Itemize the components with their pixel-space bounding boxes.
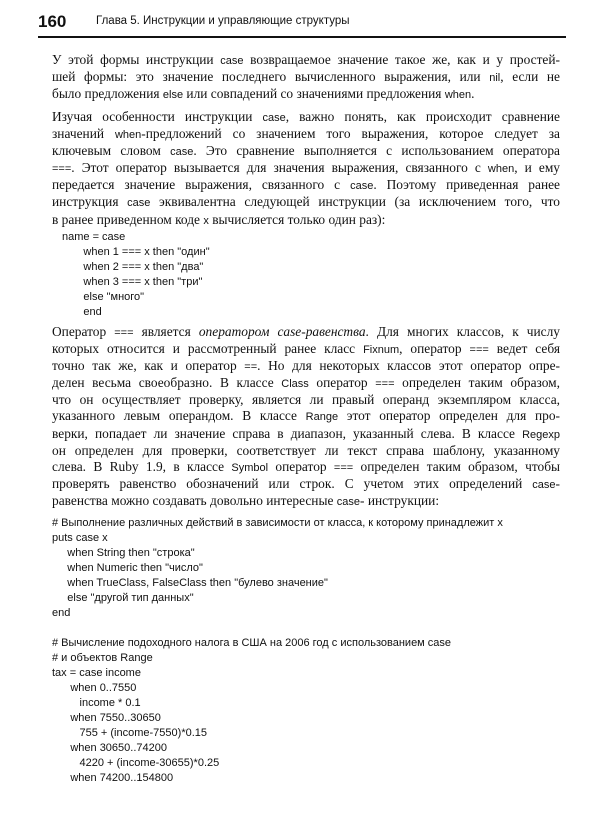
- code-line: # Вычисление подоходного налога в США на 2006 год с использованием case: [52, 637, 452, 649]
- text-run: было предложения: [52, 86, 163, 102]
- code-line: else "много": [62, 291, 145, 303]
- text-run: которых относится и рассмотренный ранее класс: [52, 341, 364, 357]
- text-run: передается значение выражения, связанного с: [52, 177, 351, 193]
- text-run: или совпадений со значениями предложения: [183, 86, 445, 102]
- text-run: инструкция: [52, 194, 128, 210]
- text-run: определен таким образом, чтобы: [353, 458, 561, 474]
- text-line: [52, 493, 560, 510]
- text-line: [52, 143, 560, 160]
- text-line: [52, 476, 560, 493]
- text-line: [52, 69, 560, 86]
- text-run: . Этот оператор вызывается для значения выражения, связанного с: [71, 160, 488, 176]
- text-line: [52, 109, 560, 126]
- text-run: , оператор: [399, 341, 470, 357]
- inline-code: case: [532, 478, 556, 491]
- code-line: tax = case income: [52, 667, 141, 679]
- inline-code: case: [127, 197, 151, 210]
- text-line: [52, 194, 560, 211]
- text-line: [52, 212, 560, 229]
- code-line: [52, 621, 503, 636]
- code-block-case-examples: [52, 516, 503, 786]
- inline-code: Range: [305, 411, 339, 424]
- code-line: when 0..7550: [52, 682, 137, 694]
- text-run: Оператор: [52, 324, 115, 339]
- text-run: эквивалентна следующей инструкции (за исключением того, что: [150, 194, 560, 210]
- code-line: when 7550..30650: [52, 712, 161, 724]
- inline-code: ===: [469, 344, 489, 357]
- paragraph-case-equality-operator: [52, 324, 560, 510]
- text-run: определен таким образом,: [394, 375, 561, 391]
- text-run: точно так же, как и оператор: [52, 358, 245, 374]
- text-run: вычисляется только один раз):: [208, 211, 386, 227]
- text-line: [52, 324, 560, 341]
- text-run: , важно понять, как происходит сравнение: [285, 109, 560, 124]
- code-line: when 2 === x then "два": [62, 261, 204, 273]
- inline-code: case: [170, 146, 194, 159]
- text-run: указанного левым операндом. В классе: [52, 408, 306, 424]
- code-line: when TrueClass, FalseClass then "булево значение": [52, 577, 328, 589]
- text-run: этот оператор определен для про-: [338, 408, 560, 424]
- text-run: Изучая особенности инструкции: [52, 109, 263, 124]
- text-run: возвращаемое значение такое же, как и у простей-: [243, 52, 561, 67]
- text-run: . Это сравнение выполняется с использованием оператора: [193, 143, 560, 159]
- text-run: . Но для некоторых классов этот оператор опре-: [257, 358, 560, 374]
- text-line: [52, 392, 560, 408]
- code-block-case-equivalent: [62, 230, 210, 320]
- text-run: У этой формы инструкции: [52, 52, 221, 67]
- text-run: -предложений со значением того выражения, которое следует за: [141, 126, 561, 142]
- text-line: [52, 86, 560, 103]
- text-line: [52, 160, 560, 177]
- inline-code: case: [350, 180, 374, 193]
- italic-term: оператором case-равенства: [198, 324, 366, 339]
- text-run: . Поэтому приведенная ранее: [373, 177, 560, 193]
- text-run: делен весьма своеобразно. В классе: [52, 375, 282, 391]
- text-line: [52, 358, 560, 375]
- inline-code: case: [336, 495, 361, 508]
- code-line: when 74200..154800: [52, 772, 174, 784]
- inline-code: Fixnum: [363, 344, 400, 357]
- text-line: [52, 52, 560, 69]
- code-line: 755 + (income-7550)*0.15: [52, 727, 208, 739]
- text-run: оператор: [308, 375, 376, 391]
- inline-code: case: [220, 55, 244, 67]
- text-run: верки, попадает ли значение справа в диапазон, указанный слева. В классе: [52, 425, 523, 441]
- code-line: end: [52, 607, 71, 619]
- code-line: # Выполнение различных действий в зависимости от класса, к которому принадлежит x: [52, 517, 503, 529]
- code-line: when 1 === x then "один": [62, 246, 210, 258]
- inline-code: ===: [333, 461, 354, 474]
- text-run: , и ему: [514, 160, 560, 176]
- code-line: end: [62, 306, 102, 318]
- text-run: оператор: [268, 458, 334, 474]
- inline-code: nil: [489, 72, 501, 85]
- text-run: , если не: [500, 69, 560, 85]
- code-line: when Numeric then "число": [52, 562, 203, 574]
- inline-code: ===: [114, 327, 134, 339]
- code-line: when 30650..74200: [52, 742, 167, 754]
- paragraph-case-comparison: [52, 109, 560, 229]
- text-run: шей формы: это значение последнего вычисленного выражения, или: [52, 69, 490, 85]
- code-line: else "другой тип данных": [52, 592, 194, 604]
- inline-code: when: [114, 129, 142, 142]
- code-line: # и объектов Range: [52, 652, 153, 664]
- inline-code: when: [487, 163, 515, 176]
- inline-code: else: [162, 89, 184, 102]
- inline-code: case: [262, 112, 286, 124]
- text-line: [52, 177, 560, 194]
- text-run: значений: [52, 126, 115, 142]
- code-line: 4220 + (income-30655)*0.25: [52, 757, 220, 769]
- text-line: [52, 443, 560, 459]
- inline-code: when: [444, 89, 472, 102]
- text-run: он определен для проверки, соответствует ли текст справа шаблону, указанному: [52, 442, 560, 458]
- inline-code: ==: [244, 361, 258, 374]
- text-run: -: [555, 475, 560, 491]
- inline-code: Regexp: [522, 428, 560, 441]
- text-line: [52, 375, 560, 392]
- text-run: - инструкции:: [360, 492, 440, 508]
- text-run: проверять равенство обозначений или строк. С учетом этих определений: [52, 475, 533, 491]
- text-run: в ранее приведенном коде: [52, 211, 204, 227]
- text-line: [52, 426, 560, 443]
- text-line: [52, 408, 560, 425]
- page-header: [38, 10, 566, 38]
- code-line: when String then "строка": [52, 547, 195, 559]
- code-line: income * 0.1: [52, 697, 141, 709]
- text-run: что он осуществляет проверку, является ли правый операнд экземпляром класса,: [52, 392, 560, 408]
- text-line: [52, 341, 560, 358]
- chapter-title: Глава 5. Инструкции и управляющие структуры: [96, 15, 350, 27]
- inline-code: ===: [52, 163, 72, 176]
- code-line: name = case: [62, 231, 126, 243]
- inline-code: ===: [375, 378, 395, 391]
- text-run: слева. В Ruby 1.9, в классе: [52, 458, 232, 474]
- text-run: . Для многих классов, к числу: [365, 324, 561, 339]
- text-run: ключевым словом: [52, 143, 171, 159]
- code-line: puts case x: [52, 532, 108, 544]
- text-line: [52, 459, 560, 476]
- text-run: является: [133, 324, 199, 339]
- inline-code: Symbol: [231, 461, 269, 474]
- paragraph-case-return-value: [52, 52, 560, 103]
- page-number: 160: [38, 12, 67, 31]
- code-line: when 3 === x then "три": [62, 276, 203, 288]
- text-line: [52, 126, 560, 143]
- text-run: равенства можно создавать довольно интересные: [52, 492, 337, 508]
- text-run: .: [471, 86, 475, 102]
- inline-code: Class: [281, 378, 309, 391]
- text-run: ведет себя: [488, 341, 560, 357]
- inline-code: x: [203, 214, 209, 227]
